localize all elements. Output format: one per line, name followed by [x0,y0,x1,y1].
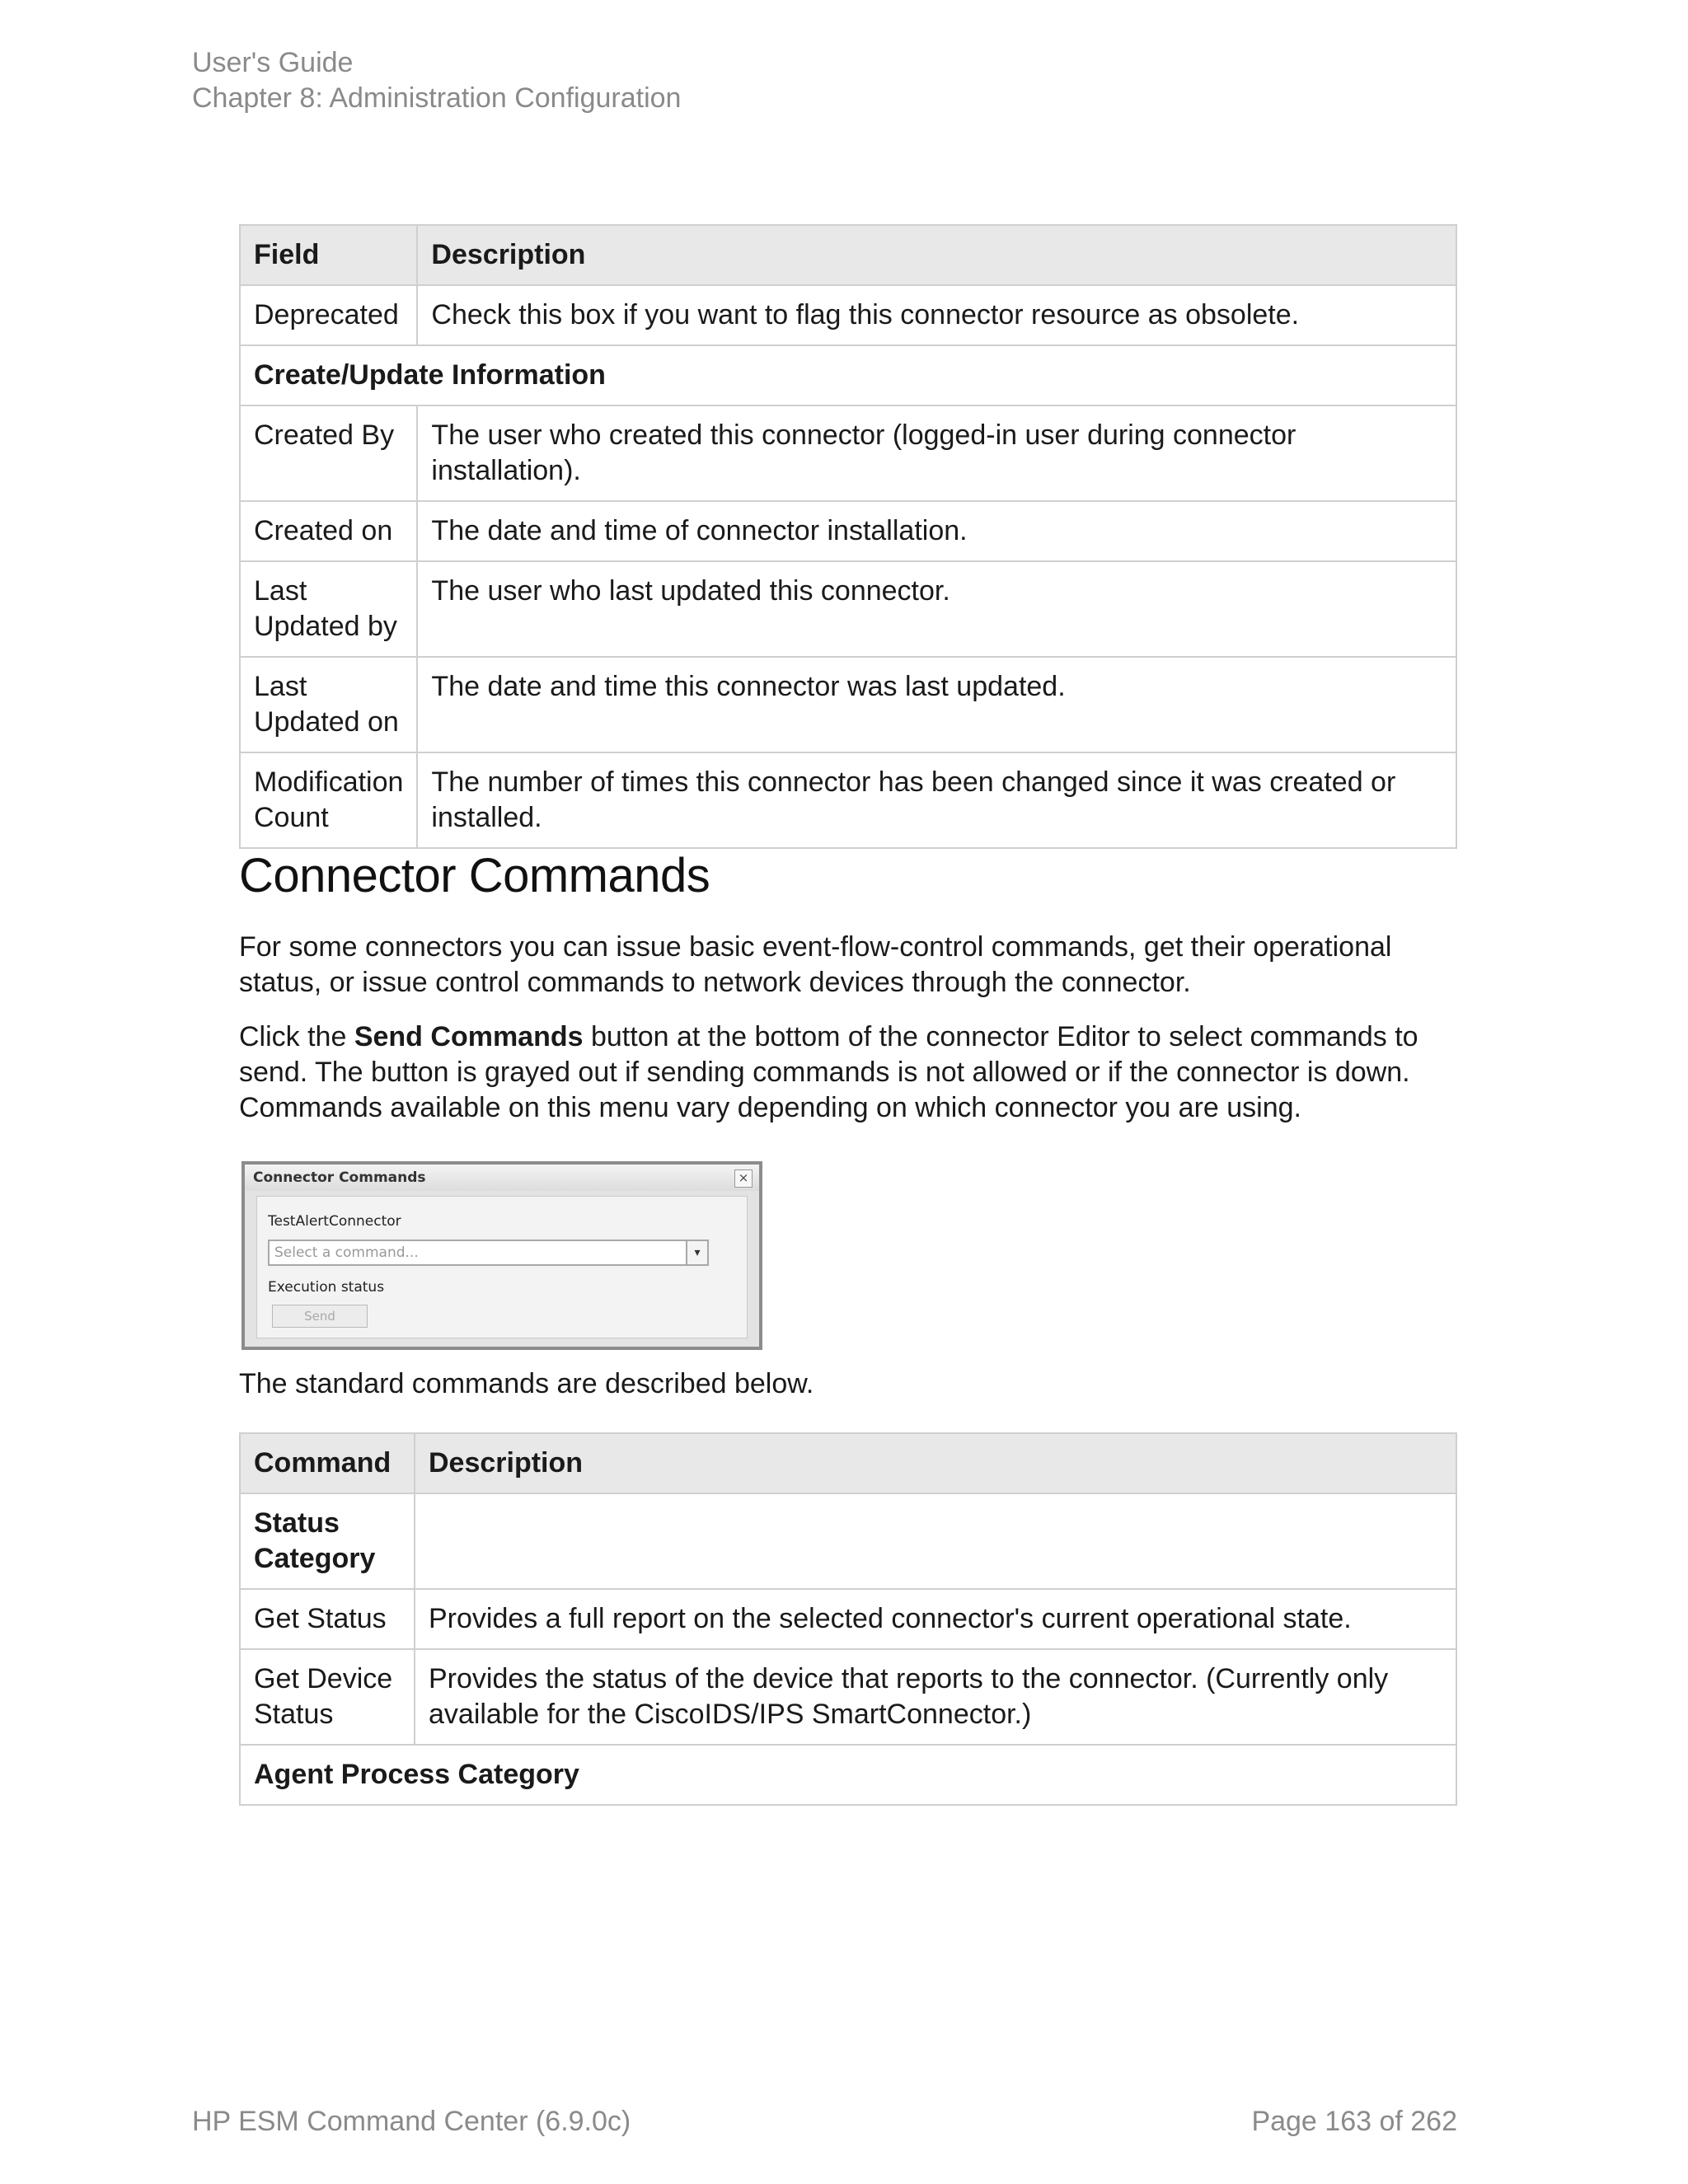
description-cell: Provides the status of the device that reports to the connector. (Currently only available for the CiscoIDS/IPS SmartConnector.) [415,1649,1456,1745]
field-cell: Created on [240,501,417,561]
field-cell: Modification Count [240,752,417,848]
para-prefix: Click the [239,1021,354,1052]
field-cell: Deprecated [240,285,417,345]
description-cell: The date and time of connector installation. [417,501,1456,561]
field-table-container [239,224,1457,849]
description-cell: The number of times this connector has been changed since it was created or installed. [417,752,1456,848]
description-cell: Provides a full report on the selected connector's current operational state. [415,1589,1456,1649]
table-row [240,1649,1456,1745]
category-row [240,345,1456,405]
table-row [240,657,1456,752]
column-header: Description [417,225,1456,285]
chevron-down-icon[interactable]: ▾ [687,1240,709,1266]
field-table [239,224,1457,849]
table-row [240,501,1456,561]
table-row [240,1589,1456,1649]
category-row [240,1745,1456,1805]
command-cell: Get Status [240,1589,415,1649]
column-header: Description [415,1433,1456,1493]
connector-commands-dialog [241,1161,762,1350]
command-table-container [239,1432,1457,1806]
send-button[interactable]: Send [272,1305,368,1328]
description-cell: The user who created this connector (logged-in user during connector installation). [417,405,1456,501]
column-header: Field [240,225,417,285]
table-row [240,285,1456,345]
dialog-body [256,1196,748,1338]
table-row [240,561,1456,657]
section-title: Connector Commands [239,849,710,902]
category-row [240,1493,1456,1589]
intro-paragraph: For some connectors you can issue basic event-flow-control commands, get their operational status, or issue control commands to network devices through the connector. [239,931,1392,998]
standard-commands-paragraph: The standard commands are described below. [239,1368,814,1399]
send-commands-paragraph [239,1019,1457,1126]
category-cell: Status Category [240,1493,415,1589]
command-cell: Get Device Status [240,1649,415,1745]
chapter-title: Chapter 8: Administration Configuration [192,82,682,114]
table-row [240,752,1456,848]
empty-cell [415,1493,1456,1589]
command-table [239,1432,1457,1806]
table-header-row [240,1433,1456,1493]
running-header [192,45,681,116]
close-icon[interactable]: × [734,1169,753,1188]
description-cell: The user who last updated this connector. [417,561,1456,657]
para-suffix: button at the bottom of the connector Editor to select commands to send. The button is grayed out if sending commands is not allowed or if the connector is down. Commands available on this menu vary depending on which connector you are using. [239,1021,1418,1123]
connector-name-label: TestAlertConnector [268,1213,401,1230]
dialog-title: Connector Commands [253,1169,426,1186]
table-header-row [240,225,1456,285]
category-cell: Agent Process Category [240,1745,1456,1805]
footer-page-number: Page 163 of 262 [1251,2106,1457,2137]
dialog-titlebar [245,1165,759,1191]
footer-product: HP ESM Command Center (6.9.0c) [192,2106,631,2137]
field-cell: Created By [240,405,417,501]
guide-title: User's Guide [192,47,354,78]
description-cell: Check this box if you want to flag this connector resource as obsolete. [417,285,1456,345]
description-cell: The date and time this connector was last updated. [417,657,1456,752]
column-header: Command [240,1433,415,1493]
send-commands-emphasis: Send Commands [354,1021,584,1052]
execution-status-label: Execution status [268,1279,385,1296]
category-cell: Create/Update Information [240,345,1456,405]
command-select[interactable]: Select a command... [268,1240,687,1266]
field-cell: Last Updated by [240,561,417,657]
field-cell: Last Updated on [240,657,417,752]
table-row [240,405,1456,501]
